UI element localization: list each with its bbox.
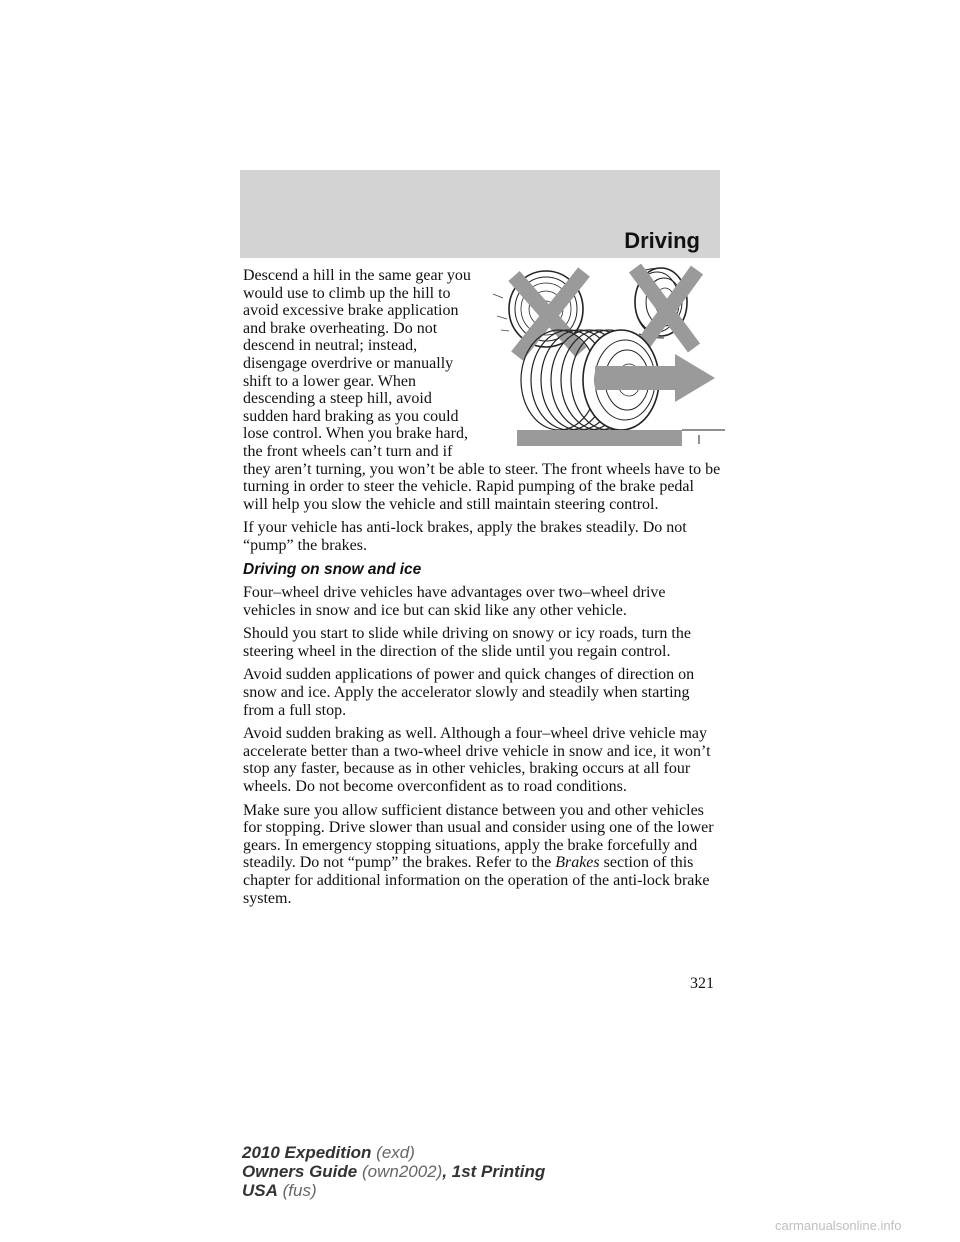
paragraph-distance-text-b: section of this chapter for additional information on the operation of the anti-lock brake system.: [243, 854, 710, 907]
brakes-section-reference: Brakes: [555, 854, 600, 872]
x-mark-right: [635, 268, 697, 350]
subheading-snow-ice: Driving on snow and ice: [243, 560, 422, 578]
page-number: 321: [690, 975, 714, 992]
road-surface: [517, 430, 725, 446]
watermark: carmanualsonline.info: [775, 1218, 902, 1233]
footer-guide-code: (own2002): [357, 1162, 443, 1181]
paragraph-power: Avoid sudden applications of power and quick changes of direction on snow and ice. Apply the accelerator slowly and steadily when starting from a full stop.: [243, 666, 695, 719]
footer-model-code: (exd): [371, 1143, 415, 1162]
body-text: [243, 267, 721, 913]
footer-line-3: [242, 1181, 545, 1200]
section-header-band: [240, 170, 720, 258]
paragraph-descend-hill: Descend a hill in the same gear you would use to climb up the hill to avoid excessive brake application and brake overheating. Do not descend in neutral; instead, disengage overdrive or manually shift to a lower gear. When descending a steep hill, avoid sudden hard braking as you could lose control. When you brake hard, the front wheels can’t turn and if they aren’t turning, you won’t be able to steer. The front wheels have to be turning in order to steer the vehicle. Rapid pumping of the brake pedal will help you slow the vehicle and still maintain steering control.: [243, 267, 721, 513]
footer-line-1: [242, 1143, 545, 1162]
section-title: Driving: [624, 228, 700, 253]
footer-printing: , 1st Printing: [442, 1162, 546, 1181]
paragraph-anti-lock: If your vehicle has anti-lock brakes, apply the brakes steadily. Do not “pump” the brakes.: [243, 519, 687, 554]
wheel-illustration: [489, 264, 729, 457]
footer-imprint: [242, 1143, 545, 1200]
paragraph-distance-text-a: Make sure you allow sufficient distance between you and other vehicles for stopping. Drive slower than usual and consider using one of the lower gears. In emergency stopping situations, apply the brake forcefully and steadily. Do not “pump” the brakes. Refer to the: [243, 801, 714, 872]
footer-market-code: (fus): [277, 1181, 317, 1200]
wheel-skid-figure: [489, 264, 729, 457]
paragraph-slide: Should you start to slide while driving on snowy or icy roads, turn the steering wheel in the direction of the slide until you regain control.: [243, 625, 691, 660]
paragraph-distance: [243, 802, 721, 908]
footer-line-2: [242, 1162, 545, 1181]
footer-model: 2010 Expedition: [242, 1143, 372, 1162]
paragraph-four-wheel-drive: Four–wheel drive vehicles have advantages over two–wheel drive vehicles in snow and ice but can skid like any other vehicle.: [243, 584, 666, 619]
footer-market: USA: [242, 1181, 278, 1200]
footer-guide: Owners Guide: [242, 1162, 358, 1181]
paragraph-braking: Avoid sudden braking as well. Although a four–wheel drive vehicle may accelerate better than a two-wheel drive vehicle in snow and ice, it won’t stop any faster, because as in other vehicles, braking occurs at all four wheels. Do not become overconfident as to road conditions.: [243, 725, 711, 796]
